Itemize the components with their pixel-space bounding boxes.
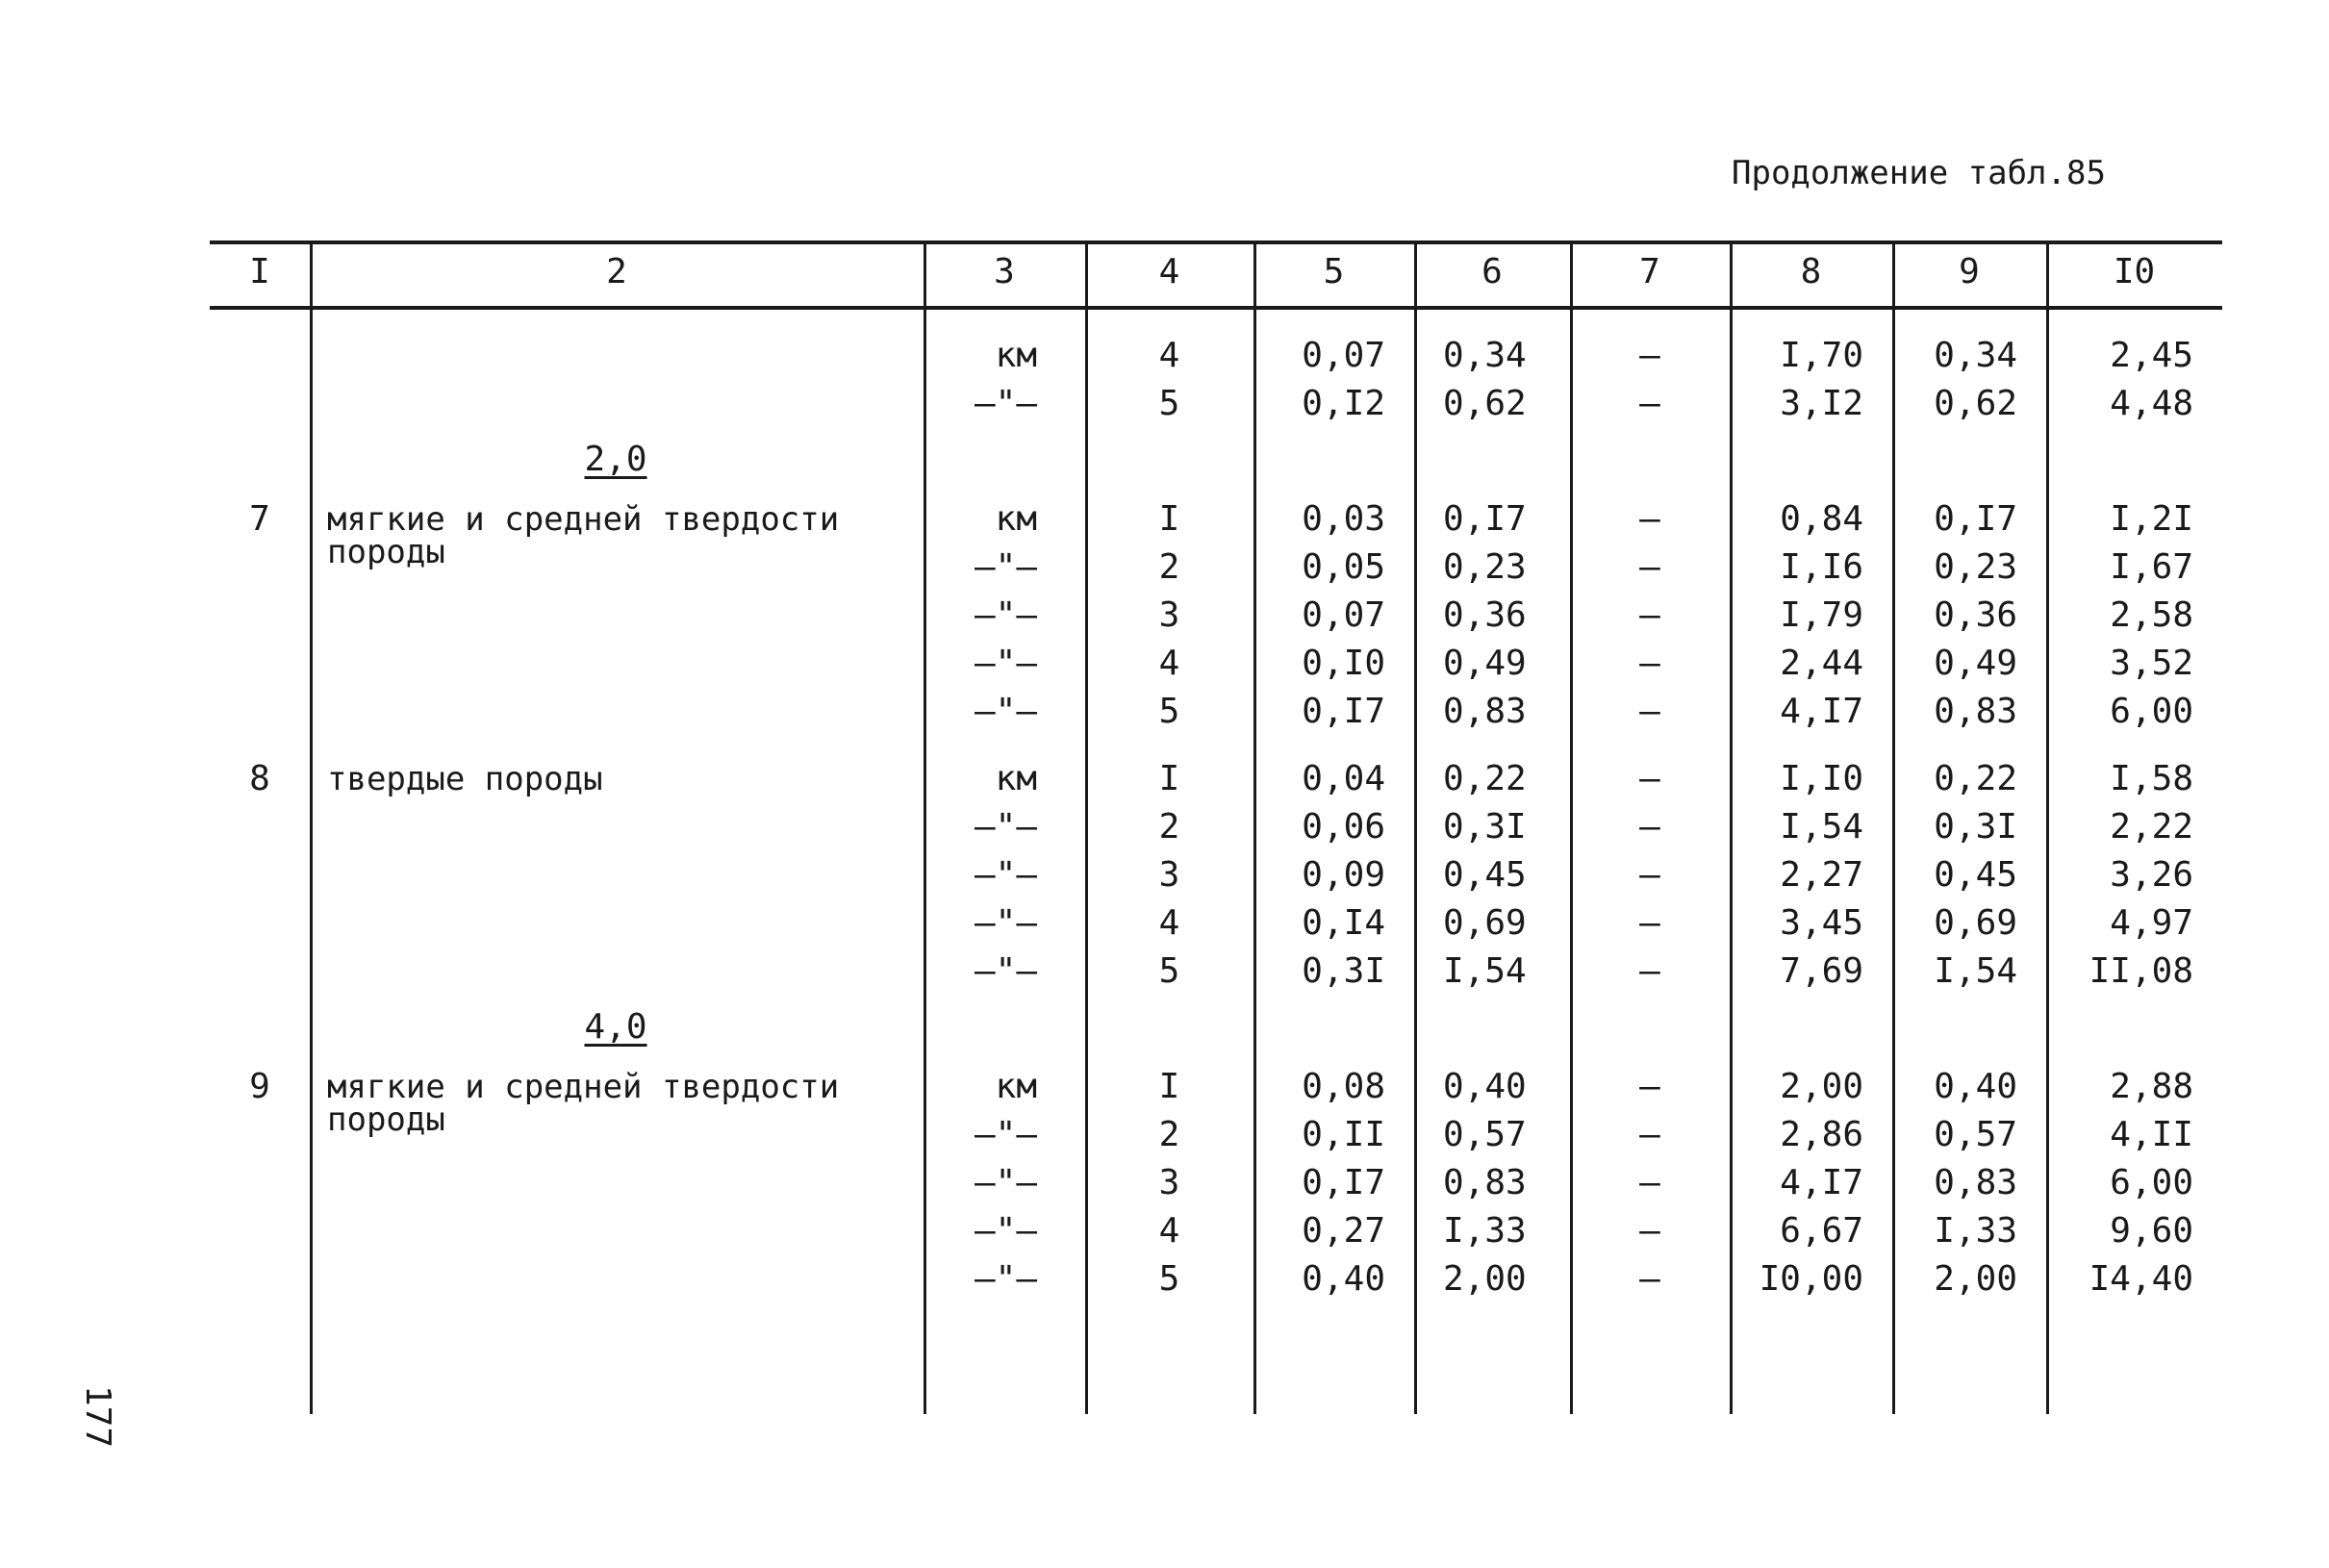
row-number: 7 — [249, 499, 270, 539]
value-cell-col7: – — [1639, 595, 1660, 635]
value-cell-c8: 0,84 — [1780, 499, 1863, 539]
value-cell-c8: 2,44 — [1780, 644, 1863, 683]
value-cell-c10: 9,60 — [2110, 1211, 2193, 1251]
value-cell-c10: I,67 — [2110, 547, 2193, 587]
category-cell: 5 — [1158, 384, 1180, 423]
unit-cell: км — [995, 336, 1037, 375]
column-divider — [310, 240, 313, 1414]
value-cell-c5: 0,09 — [1302, 855, 1385, 895]
value-cell-col6: 0,69 — [1443, 903, 1527, 943]
value-cell-c8: I,I0 — [1780, 759, 1863, 798]
value-cell-c8: I0,00 — [1759, 1259, 1863, 1299]
value-cell-col7: – — [1639, 692, 1660, 731]
value-cell-col6: 0,62 — [1443, 384, 1527, 423]
value-cell-c8: 4,I7 — [1780, 692, 1863, 731]
column-header-4: 4 — [1158, 252, 1180, 291]
value-cell-c10: 6,00 — [2110, 1163, 2193, 1202]
row-description: твердые породы — [327, 760, 603, 798]
category-cell: I — [1158, 1067, 1180, 1106]
value-cell-c8: 3,45 — [1780, 903, 1863, 943]
category-cell: 4 — [1158, 336, 1180, 375]
group-heading: 2,0 — [584, 440, 647, 479]
value-cell-col6: 0,40 — [1443, 1067, 1527, 1106]
value-cell-c10: 4,II — [2110, 1115, 2193, 1154]
value-cell-c10: II,08 — [2089, 951, 2193, 991]
group-heading: 4,0 — [584, 1007, 647, 1047]
value-cell-c5: 0,07 — [1302, 336, 1385, 375]
value-cell-col6: 0,49 — [1443, 644, 1527, 683]
value-cell-c9: 0,3I — [1934, 807, 2017, 847]
value-cell-c8: 2,86 — [1780, 1115, 1863, 1154]
category-cell: 2 — [1158, 1115, 1180, 1154]
value-cell-c9: 0,49 — [1934, 644, 2017, 683]
value-cell-c5: 0,04 — [1302, 759, 1385, 798]
table-caption: Продолжение табл.85 — [1732, 154, 2106, 192]
unit-cell: –"– — [974, 807, 1037, 847]
value-cell-col6: 0,45 — [1443, 855, 1527, 895]
value-cell-c10: 2,22 — [2110, 807, 2193, 847]
value-cell-col7: – — [1639, 336, 1660, 375]
header-bottom-rule — [210, 306, 2222, 310]
unit-cell: –"– — [974, 1211, 1037, 1251]
value-cell-c9: 0,34 — [1934, 336, 2017, 375]
column-header-10: I0 — [2113, 252, 2156, 291]
column-header-6: 6 — [1481, 252, 1503, 291]
value-cell-c5: 0,07 — [1302, 595, 1385, 635]
category-cell: 2 — [1158, 807, 1180, 847]
value-cell-c5: 0,I2 — [1302, 384, 1385, 423]
unit-cell: –"– — [974, 855, 1037, 895]
value-cell-c8: 3,I2 — [1780, 384, 1863, 423]
value-cell-c9: 0,I7 — [1934, 499, 2017, 539]
value-cell-col7: – — [1639, 644, 1660, 683]
value-cell-c8: 2,27 — [1780, 855, 1863, 895]
value-cell-col7: – — [1639, 1163, 1660, 1202]
value-cell-c5: 0,3I — [1302, 951, 1385, 991]
category-cell: 3 — [1158, 595, 1180, 635]
value-cell-col7: – — [1639, 1211, 1660, 1251]
unit-cell: –"– — [974, 595, 1037, 635]
unit-cell: –"– — [974, 1115, 1037, 1154]
value-cell-col7: – — [1639, 547, 1660, 587]
value-cell-c9: 0,23 — [1934, 547, 2017, 587]
unit-cell: км — [995, 499, 1037, 539]
value-cell-col7: – — [1639, 951, 1660, 991]
value-cell-c9: 0,83 — [1934, 1163, 2017, 1202]
row-number: 8 — [249, 759, 270, 798]
category-cell: 5 — [1158, 692, 1180, 731]
value-cell-c10: I,2I — [2110, 499, 2193, 539]
value-cell-col6: 0,83 — [1443, 692, 1527, 731]
value-cell-c9: 2,00 — [1934, 1259, 2017, 1299]
unit-cell: –"– — [974, 644, 1037, 683]
category-cell: I — [1158, 499, 1180, 539]
value-cell-col7: – — [1639, 499, 1660, 539]
category-cell: 5 — [1158, 1259, 1180, 1299]
value-cell-col6: 2,00 — [1443, 1259, 1527, 1299]
value-cell-c9: 0,83 — [1934, 692, 2017, 731]
value-cell-c8: I,79 — [1780, 595, 1863, 635]
unit-cell: –"– — [974, 1259, 1037, 1299]
value-cell-c8: I,70 — [1780, 336, 1863, 375]
unit-cell: –"– — [974, 547, 1037, 587]
value-cell-col7: – — [1639, 903, 1660, 943]
value-cell-c5: 0,06 — [1302, 807, 1385, 847]
value-cell-col7: – — [1639, 759, 1660, 798]
unit-cell: –"– — [974, 903, 1037, 943]
value-cell-c9: 0,69 — [1934, 903, 2017, 943]
value-cell-c10: 2,58 — [2110, 595, 2193, 635]
value-cell-c5: 0,I0 — [1302, 644, 1385, 683]
value-cell-c9: 0,22 — [1934, 759, 2017, 798]
value-cell-c8: 7,69 — [1780, 951, 1863, 991]
value-cell-col7: – — [1639, 855, 1660, 895]
value-cell-col6: 0,3I — [1443, 807, 1527, 847]
value-cell-c5: 0,03 — [1302, 499, 1385, 539]
column-header-9: 9 — [1959, 252, 1980, 291]
value-cell-c9: I,33 — [1934, 1211, 2017, 1251]
value-cell-c8: 2,00 — [1780, 1067, 1863, 1106]
value-cell-c9: 0,57 — [1934, 1115, 2017, 1154]
column-header-5: 5 — [1323, 252, 1345, 291]
row-description: мягкие и средней твердости — [327, 500, 840, 539]
value-cell-col6: I,54 — [1443, 951, 1527, 991]
value-cell-c9: 0,36 — [1934, 595, 2017, 635]
column-header-3: 3 — [994, 252, 1015, 291]
row-description: мягкие и средней твердости — [327, 1068, 840, 1106]
value-cell-c5: 0,08 — [1302, 1067, 1385, 1106]
unit-cell: км — [995, 1067, 1037, 1106]
value-cell-c8: I,54 — [1780, 807, 1863, 847]
value-cell-col7: – — [1639, 1067, 1660, 1106]
value-cell-c10: 2,88 — [2110, 1067, 2193, 1106]
value-cell-c5: 0,II — [1302, 1115, 1385, 1154]
value-cell-col6: I,33 — [1443, 1211, 1527, 1251]
page-number: 177 — [78, 1385, 117, 1449]
value-cell-c5: 0,I7 — [1302, 1163, 1385, 1202]
value-cell-c8: I,I6 — [1780, 547, 1863, 587]
category-cell: I — [1158, 759, 1180, 798]
value-cell-col6: 0,22 — [1443, 759, 1527, 798]
unit-cell: –"– — [974, 384, 1037, 423]
value-cell-c9: 0,45 — [1934, 855, 2017, 895]
value-cell-c5: 0,05 — [1302, 547, 1385, 587]
value-cell-c5: 0,I7 — [1302, 692, 1385, 731]
value-cell-col6: 0,34 — [1443, 336, 1527, 375]
row-description: породы — [327, 533, 445, 571]
category-cell: 3 — [1158, 855, 1180, 895]
value-cell-c5: 0,27 — [1302, 1211, 1385, 1251]
category-cell: 4 — [1158, 1211, 1180, 1251]
unit-cell: –"– — [974, 1163, 1037, 1202]
value-cell-col6: 0,I7 — [1443, 499, 1527, 539]
value-cell-col6: 0,57 — [1443, 1115, 1527, 1154]
column-header-1: I — [249, 252, 270, 291]
value-cell-c10: 4,97 — [2110, 903, 2193, 943]
value-cell-c5: 0,I4 — [1302, 903, 1385, 943]
column-header-8: 8 — [1800, 252, 1822, 291]
value-cell-c10: 6,00 — [2110, 692, 2193, 731]
value-cell-col7: – — [1639, 807, 1660, 847]
value-cell-c10: I,58 — [2110, 759, 2193, 798]
value-cell-c9: 0,40 — [1934, 1067, 2017, 1106]
unit-cell: –"– — [974, 951, 1037, 991]
row-description: породы — [327, 1100, 445, 1139]
value-cell-col7: – — [1639, 384, 1660, 423]
unit-cell: км — [995, 759, 1037, 798]
value-cell-c10: 2,45 — [2110, 336, 2193, 375]
row-number: 9 — [249, 1067, 270, 1106]
value-cell-c10: 4,48 — [2110, 384, 2193, 423]
value-cell-col7: – — [1639, 1259, 1660, 1299]
value-cell-col6: 0,23 — [1443, 547, 1527, 587]
value-cell-c9: 0,62 — [1934, 384, 2017, 423]
header-top-rule — [210, 240, 2222, 244]
column-header-7: 7 — [1639, 252, 1660, 291]
value-cell-c10: I4,40 — [2089, 1259, 2193, 1299]
value-cell-col6: 0,83 — [1443, 1163, 1527, 1202]
category-cell: 2 — [1158, 547, 1180, 587]
column-divider — [1414, 240, 1417, 1414]
category-cell: 3 — [1158, 1163, 1180, 1202]
unit-cell: –"– — [974, 692, 1037, 731]
value-cell-c8: 4,I7 — [1780, 1163, 1863, 1202]
category-cell: 4 — [1158, 644, 1180, 683]
category-cell: 5 — [1158, 951, 1180, 991]
category-cell: 4 — [1158, 903, 1180, 943]
value-cell-c10: 3,52 — [2110, 644, 2193, 683]
value-cell-col7: – — [1639, 1115, 1660, 1154]
column-header-2: 2 — [606, 252, 627, 291]
value-cell-c5: 0,40 — [1302, 1259, 1385, 1299]
value-cell-c9: I,54 — [1934, 951, 2017, 991]
value-cell-c8: 6,67 — [1780, 1211, 1863, 1251]
value-cell-col6: 0,36 — [1443, 595, 1527, 635]
value-cell-c10: 3,26 — [2110, 855, 2193, 895]
